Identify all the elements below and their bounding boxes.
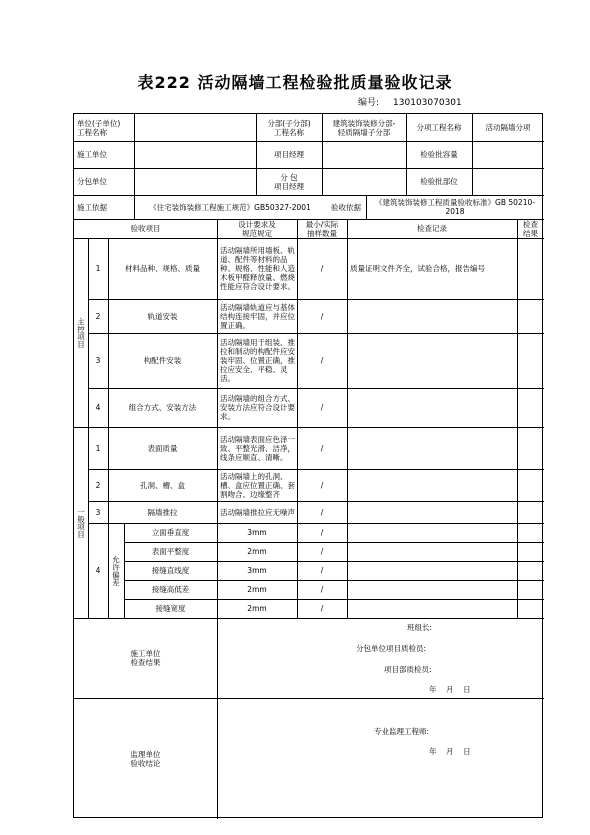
construction-unit-value[interactable] (134, 141, 256, 168)
subcontract-manager-label: 分 包 项目经理 (274, 172, 304, 191)
general-item-no: 2 (95, 480, 101, 490)
batch-capacity-value[interactable] (472, 141, 544, 168)
main-item-name: 组合方式、安装方法 (128, 403, 197, 412)
main-item-sample: / (320, 264, 324, 273)
subcontract-unit-value[interactable] (134, 168, 256, 195)
unit-name-value[interactable] (134, 114, 256, 141)
deviation-value: 2mm (247, 547, 267, 556)
main-item-name: 材料品种、规格、质量 (125, 264, 200, 273)
team-leader-label: 班组长: (407, 622, 433, 632)
deviation-sample: / (320, 585, 324, 594)
deviation-sample: / (320, 566, 324, 575)
subdivision-label: 分部(子分部) 工程名称 (267, 118, 311, 137)
general-item-sample: / (320, 507, 324, 517)
deviation-name: 接缝宽度 (155, 604, 186, 613)
item-name-label: 分项工程名称 (416, 123, 462, 132)
sub-inspector-label: 分包单位项目质检员: (356, 643, 427, 653)
subcontract-manager-value[interactable] (322, 168, 406, 195)
main-item-no: 3 (95, 356, 101, 365)
main-item-req: 活动隔墙所用墙板、轨道、配件等材料的品种、规格、性能和人造木板甲醛释放量、燃烧性能应符合设计要求。 (220, 246, 295, 291)
general-item-sample: / (320, 443, 324, 453)
general-item-name: 孔洞、槽、盒 (140, 480, 185, 490)
general-group-label: 一般项目 (76, 507, 86, 538)
col-item: 验收项目 (130, 224, 161, 233)
deviation-sample: / (320, 604, 324, 613)
general-item-name: 隔墙推拉 (147, 507, 178, 517)
project-manager-value[interactable] (322, 141, 406, 168)
acceptance-basis-label: 验收依据 (331, 202, 361, 212)
deviation-name: 表面平整度 (151, 547, 190, 556)
main-item-sample: / (320, 356, 324, 365)
deviation-sample: / (320, 528, 324, 537)
col-result: 检查 结果 (523, 219, 538, 238)
main-item-no: 2 (95, 311, 101, 321)
batch-part-value[interactable] (472, 168, 544, 195)
main-group-label: 主控项目 (76, 317, 86, 348)
col-requirement: 设计要求及 规范规定 (238, 219, 276, 238)
general-item-no: 3 (95, 507, 101, 517)
acceptance-record-table (73, 113, 543, 818)
unit-name-label: 单位(子单位) 工程名称 (77, 118, 121, 137)
main-item-sample: / (320, 311, 324, 321)
deviation-name: 立面垂直度 (151, 528, 190, 537)
check-date: 年 月 日 (429, 684, 471, 694)
deviation-name: 接缝直线度 (151, 566, 190, 575)
page-title: 表222 活动隔墙工程检验批质量验收记录 (137, 73, 453, 92)
general-item-req: 活动隔墙上的孔洞、槽、盒应位置正确、套割吻合、边缘整齐 (220, 471, 295, 499)
general-item-name: 表面质量 (147, 443, 178, 453)
main-item-name: 轨道安装 (147, 311, 178, 321)
project-manager-label: 项目经理 (274, 150, 304, 159)
supervision-date: 年 月 日 (429, 746, 471, 756)
main-item-sample: / (320, 403, 324, 412)
col-sample: 最小/实际 抽样数量 (305, 219, 339, 238)
supervision-label: 监理单位 验收结论 (130, 749, 161, 768)
main-item-req: 活动隔墙轨道应与基体结构连接牢固，并应位置正确。 (220, 302, 295, 330)
deviation-sample: / (320, 547, 324, 556)
deviation-value: 3mm (247, 566, 267, 575)
main-item-req: 活动隔墙的组合方式、安装方法应符合设计要求。 (220, 394, 295, 421)
subcontract-unit-label: 分包单位 (77, 177, 107, 186)
general-item-sample: / (320, 480, 324, 490)
deviation-name: 接缝高低差 (151, 585, 190, 594)
inspector-label: 项目部质检员: (384, 664, 432, 674)
main-item-req: 活动隔墙用于组装、推拉和制动的构配件应安装牢固、位置正确，推拉应安全、平稳、灵活。 (220, 338, 295, 383)
general-item-req: 活动隔墙表面应色泽一致、平整光滑、洁净，线条应顺直、清晰。 (220, 434, 295, 462)
general-item-no: 1 (95, 443, 101, 453)
main-item-name: 构配件安装 (143, 356, 182, 365)
construction-unit-label: 施工单位 (77, 150, 107, 159)
batch-part-label: 检验批部位 (420, 177, 458, 186)
supervision-engineer-label: 专业监理工程师: (374, 726, 430, 736)
col-record: 检查记录 (417, 224, 447, 233)
code-line (358, 95, 462, 108)
item-name-value: 活动隔墙分项 (485, 123, 531, 132)
code-value: 130103070301 (393, 98, 462, 108)
main-item-record: 质量证明文件齐全，试验合格，报告编号 (350, 264, 485, 273)
basis-value: 《住宅装饰装修工程施工规范》GB50327-2001 (149, 202, 311, 212)
main-item-no: 4 (95, 403, 101, 412)
subdivision-value: 建筑装饰装修分部- 轻质隔墙子分部 (332, 118, 396, 137)
deviation-value: 3mm (247, 528, 267, 537)
deviation-no: 4 (95, 566, 101, 575)
construction-check-label: 施工单位 检查结果 (130, 649, 161, 667)
deviation-value: 2mm (247, 585, 267, 594)
deviation-label: 允许偏差 (111, 555, 121, 586)
general-item-req: 活动隔墙推拉应无噪声 (220, 507, 295, 517)
deviation-value: 2mm (247, 604, 267, 613)
basis-label: 施工依据 (77, 202, 107, 212)
acceptance-basis-value: 《建筑装饰装修工程质量验收标准》GB 50210-2018 (375, 198, 535, 216)
code-label: 编号: (358, 98, 380, 108)
batch-capacity-label: 检验批容量 (420, 150, 458, 159)
main-item-no: 1 (95, 264, 101, 273)
